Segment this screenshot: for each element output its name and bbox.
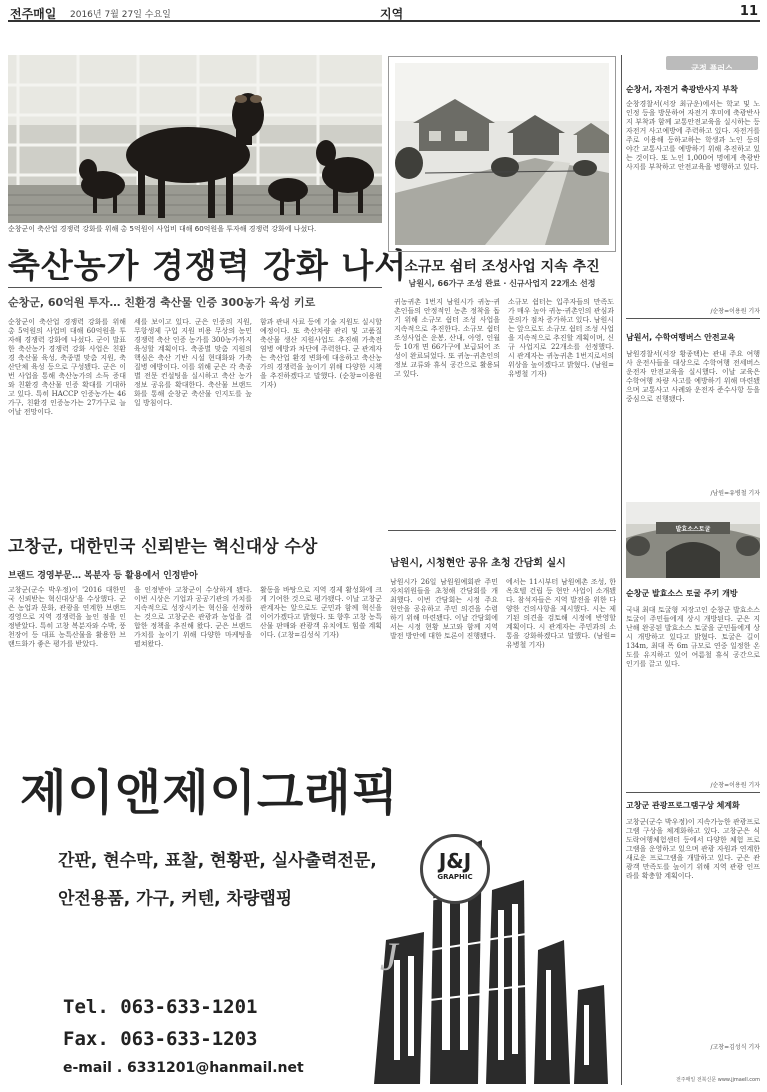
ad-building-graphic [364, 820, 616, 1084]
shelter-photo [395, 63, 609, 245]
sidebar-item3-body: 국내 최대 토굴형 저장고인 순창군 발효소스 토굴이 주민들에게 상시 개방된다. 군은 지난해 완공된 발효소스 토굴을 군민들에게 상시 개방하고 있다고 밝혔다. 토굴은 길이 134m, 최대 폭 6m 규모로 연중 일정한 온도를 유지하고 있어 여름철 휴식 공간으로 인기를 끌고 있다. [626, 606, 760, 668]
fermentation-cave-photo [626, 502, 760, 578]
sidebar-item3-title: 순창군 발효소스 토굴 주키 개방 [626, 589, 738, 598]
advertisement [8, 728, 616, 1084]
svg-text:J: J [380, 934, 398, 979]
sidebar-item2-credit: /남원=유병철 기자 [710, 490, 760, 497]
shelter-body-col1: 귀농귀촌 1번지 남원시가 귀농·귀촌인들의 안정적인 농촌 정착을 돕기 위해 소규모 쉼터 조성 사업을 지속적으로 추진한다. 소규모 쉼터 조성사업은 운봉, 산내, 아영, 인월 등 10개 면 66가구에 보급되어 조성이 완료되었다. 또 귀농·귀촌인의 정보 교류와 휴식 공간으로 활용되고 있다. [394, 298, 500, 378]
lead-rule [8, 287, 382, 288]
shelter-headline: 소규모 쉼터 조성사업 지속 추진 [404, 259, 600, 275]
gochang-body-col2: 을 인정받아 고창군이 수상하게 됐다. 이번 시상은 기업과 공공기관의 가치를 지속적으로 성장시키는 혁신을 선정하는 것으로 고창군은 관광과 농업을 결합한 정책을 추진해 왔다. 군은 브랜드 가치를 높이기 위해 다양한 마케팅을 펼쳐왔다. [134, 586, 252, 648]
shelter-photo-frame [388, 56, 616, 252]
sidebar-item2-body: 남원경찰서(서장 황종택)는 관내 주요 여행사 운전사들을 대상으로 수학여행 전세버스 운전자 안전교육을 실시했다. 이날 교육은 수학여행 차량 사고를 예방하기 위해 마련됐으며 교통사고 사례와 운전자 준수사항 등을 중심으로 진행됐다. [626, 350, 760, 403]
sidebar-item4-title: 고창군 관광프로그램구상 체계화 [626, 801, 740, 810]
ad-company-name: 제이앤제이그래픽 [20, 765, 399, 821]
gochang-subhead: 브랜드 경영부문… 복분자 등 활용에서 인정받아 [8, 571, 198, 581]
lead-body-col1: 순창군이 축산업 경쟁력 강화를 위해 총 5억원의 사업비 대해 60억원을 투자해 경쟁력 강화에 나섰다. 군이 발표한 축산농가 경쟁력 강화 사업은 친환경 축산물 육성, 축종별 맞춤 지원, 축산단체 육성 등으로 구성됐다. 군은 이번 사업을 통해 축산농가의 소득 증대와 친환경 축산물 인증 확대를 기대하고 있다. 특히 HACCP 인증농가는 46가구, 친환경 인증농가는 27가구로 늘어날 전망이다. [8, 318, 126, 416]
sidebar-badge-text: 군정 플러스 [691, 64, 733, 73]
lead-headline: 축산농가 경쟁력 강화 나서 [8, 246, 408, 285]
sidebar-item2-title: 남원서, 수학여행버스 안전교육 [626, 333, 736, 342]
ad-logo-text: J&J [438, 849, 472, 873]
sidebar-item4-credit: /고창=김성식 기자 [710, 1044, 760, 1051]
paper-name: 전주매일 [10, 7, 57, 21]
gochang-body-col3: 활동을 바탕으로 지역 경제 활성화에 크게 기여한 것으로 평가됐다. 이날 고창군 관계자는 앞으로도 군민과 함께 혁신을 이어가겠다고 밝혔다. 또 향후 고창 농특산물 판매와 관광객 유치에도 힘쓸 계획이다. (고창=김성식 기자) [260, 586, 382, 639]
sidebar-badge [666, 56, 758, 73]
lead-body-col2: 세를 보이고 있다. 군은 인증의 지원, 무항생제 구입 지원 비용 무상의 농민 경쟁력 축산 인증 농가를 300농가까지 육성할 계획이다. 축종별 맞춤 지원의 핵심은 축산 기반 시설 현대화와 가축 질병 예방이다. 이를 위해 군은 각 축종별 전문 컨설팅을 실시하고 축산 농가 정보 공유를 확대한다. 축산물 브랜드화를 통해 순창군 축산물 인지도를 높일 방침이다. [134, 318, 252, 407]
ad-fax: Fax. 063-633-1203 [63, 1028, 258, 1050]
page-footer: 전주매일 전북신문 www.jjmaell.com [675, 1077, 760, 1083]
namwon-body-col1: 남원시가 26일 남원원예회관 주민자치위원들을 초청해 간담회를 개최했다. 이번 간담회는 시정 주요 현안을 공유하고 주민 의견을 수렴하기 위해 마련됐다. 이날 간담회에서는 시정 현황 보고와 함께 지역 발전 방안에 대한 토론이 진행됐다. [390, 578, 498, 640]
lead-body-col3: 함과 관내 사료 등에 기술 지원도 실시할 예정이다. 또 축산차량 관리 및 고품질 축산물 생산 지원사업도 추진해 가축전염병 예방과 차단에 주력한다. 군 관계자는 축산업 환경 변화에 대응하고 축산농가의 경쟁력을 높이기 위해 다양한 시책을 추진하겠다고 말했다. (순창=이용원 기자) [260, 318, 382, 389]
ad-telephone: Tel. 063-633-1201 [63, 996, 258, 1018]
lead-photo-caption: 순창군이 축산업 경쟁력 강화를 위해 총 5억원이 사업비 대해 60억원을 투자해 경쟁력 강화에 나섰다. [8, 225, 317, 233]
shelter-body-col2: 소규모 쉼터는 입주자들의 만족도가 매우 높아 귀농·귀촌인의 관심과 문의가 점차 증가하고 있다. 남원시는 앞으로도 소규모 쉼터 조성 사업을 지속적으로 추진할 계획이며, 신규 사업지로 22개소를 선정했다. 시 관계자는 귀농귀촌 1번지로서의 위상을 높이겠다고 밝혔다. (남원=유병철 기자) [508, 298, 614, 378]
sidebar-sep1 [626, 318, 760, 319]
issue-date: 2016년 7월 27일 수요일 [70, 10, 171, 20]
ad-services-line1: 간판, 현수막, 표찰, 현황판, 실사출력전문, [58, 851, 377, 871]
ad-logo-subtext: GRAPHIC [437, 873, 473, 881]
section-name: 지역 [380, 7, 404, 21]
goats-photo [8, 55, 382, 223]
sidebar-item3-credit: /순창=이용원 기자 [710, 782, 760, 789]
namwon-headline: 남원시, 시청현안 공유 초청 간담회 실시 [390, 558, 566, 569]
sidebar-item1-title: 순창서, 자전거 축광반사지 부착 [626, 85, 738, 94]
shelter-subhead: 남원시, 66가구 조성 완료 · 신규사업지 22개소 선정 [408, 279, 596, 288]
namwon-body-col2: 에서는 11시부터 남원예촌 조성, 한옥호텔 건립 등 현안 사업이 소개됐다. 참석자들은 지역 발전을 위한 다양한 건의사항을 제시했다. 시는 제기된 의견을 검토해 시정에 반영할 계획이다. 시 관계자는 주민과의 소통을 강화하겠다고 말했다. (남원=유병철 기자) [506, 578, 616, 649]
lead-subhead: 순창군, 60억원 투자… 친환경 축산물 인증 300농가 육성 키로 [8, 296, 316, 309]
gochang-headline: 고창군, 대한민국 신뢰받는 혁신대상 수상 [8, 537, 318, 557]
sidebar-divider [621, 55, 622, 1085]
page-number: 11 [739, 4, 758, 19]
gochang-body-col1: 고창군(군수 박우정)이 '2016 대한민국 신뢰받는 혁신대상'을 수상했다. 군은 농업과 문화, 관광을 연계한 브랜드 경영으로 지역 경쟁력을 높인 점을 인정받았다. 특히 고창 복분자와 수박, 풍천장어 등 대표 농특산물을 활용한 브랜드화가 좋은 평가를 받았다. [8, 586, 126, 648]
sidebar-sep2 [626, 792, 760, 793]
ad-services-line2: 안전용품, 가구, 커텐, 차량랩핑 [58, 889, 293, 909]
namwon-top-rule [388, 530, 616, 531]
ad-logo [420, 834, 490, 904]
sidebar-item1-body: 순창경찰서(서장 최규운)에서는 학교 및 노인정 등을 방문하여 자전거 후미에 축광반사지 부착과 함께 교통안전교육을 실시하는 등 자전거 사고예방에 주력하고 있다. 자전거를 주로 이용해 등하교하는 학생과 노인 등의 야간 교통사고를 예방하기 위해 추진하고 있는 것이다. 또 노인 1,000여 명에게 축광반사지를 부착하고 안전교육을 병행하고 있다. [626, 100, 760, 171]
page-header [8, 4, 760, 22]
sidebar-item4-body: 고창군(군수 박우정)이 지속가능한 관광프로그램 구상을 체계화하고 있다. 고창군은 식도락여행체험센터 등에서 다양한 체험 프로그램을 운영하고 있으며 관광 자원과 연계한 새로운 프로그램을 개발하고 있다. 군은 관광객 만족도를 높이기 위해 지역 관광 인프라를 확충할 계획이다. [626, 818, 760, 880]
ad-email: e-mail . 6331201@hanmail.net [63, 1060, 304, 1076]
fermentation-cave-sign: 발효소스토굴 [675, 526, 711, 533]
sidebar-item1-credit: /순창=이용원 기자 [710, 308, 760, 315]
